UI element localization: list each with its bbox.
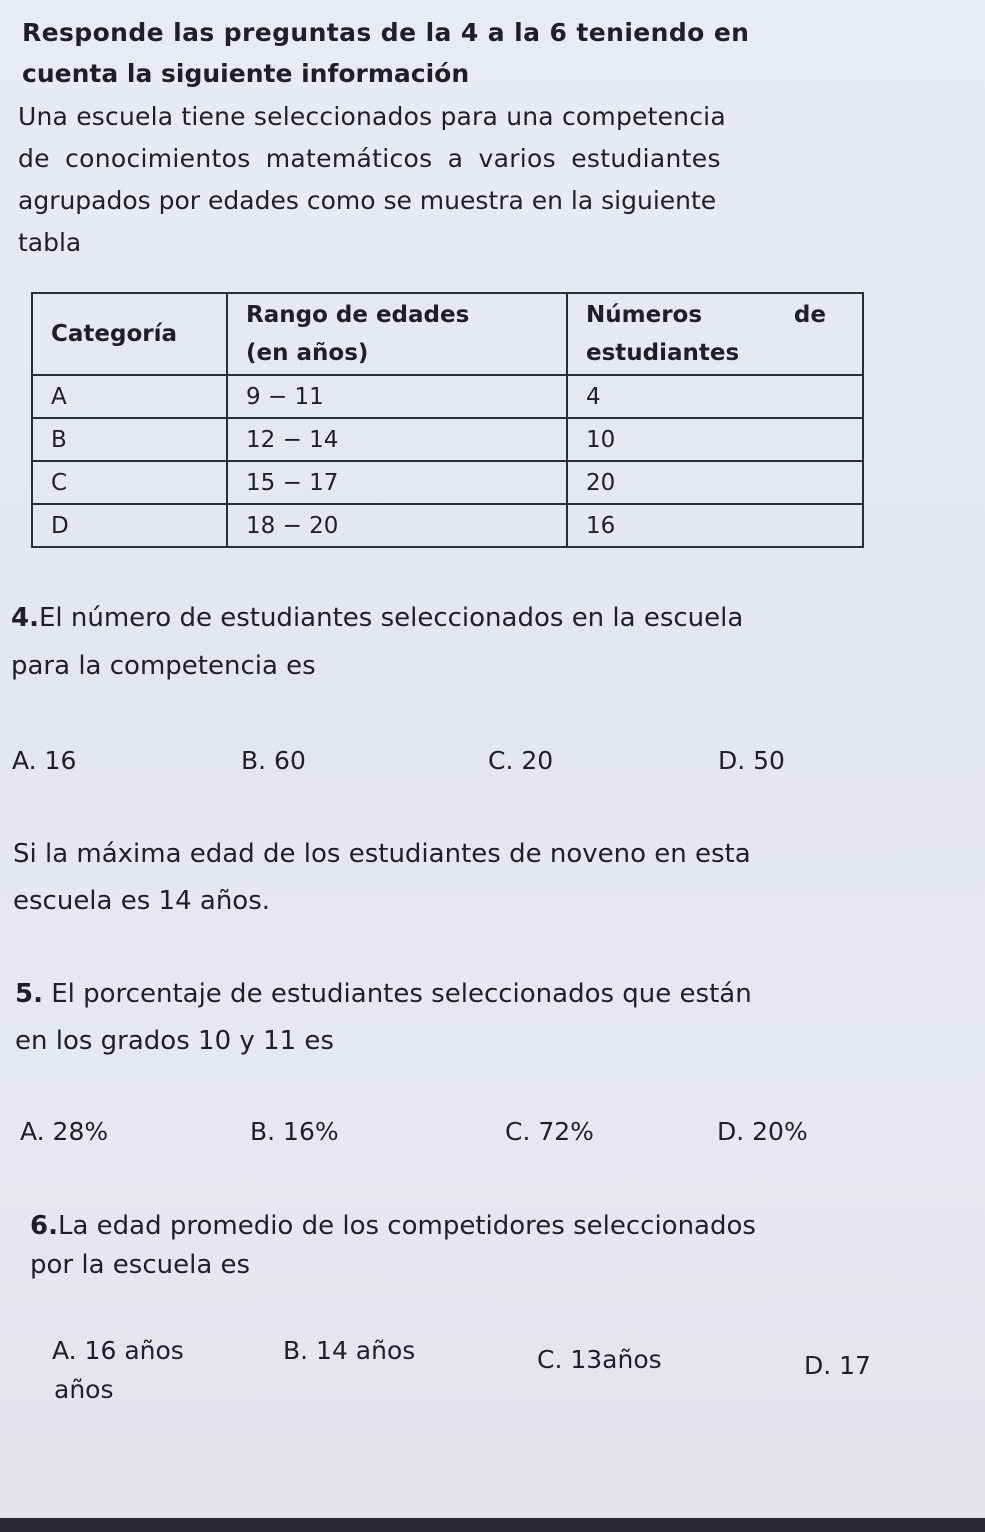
- table-row: [32, 375, 863, 418]
- q5-number: 5.: [15, 979, 43, 1009]
- header-numeros: [567, 293, 863, 375]
- q4-number: 4.: [11, 603, 39, 633]
- cell-rango: 9 − 11: [227, 375, 567, 418]
- q5-option-b[interactable]: B. 16%: [250, 1117, 339, 1146]
- note-line-2: escuela es 14 años.: [13, 886, 271, 916]
- q6-number: 6.: [30, 1211, 58, 1241]
- q4-option-c[interactable]: C. 20: [488, 746, 554, 775]
- intro-paragraph-line-1: Una escuela tiene seleccionados para una competencia: [18, 102, 726, 131]
- q6-option-c[interactable]: C. 13años: [537, 1345, 662, 1374]
- cell-rango: 12 − 14: [227, 418, 567, 461]
- q5-text-line-2: en los grados 10 y 11 es: [15, 1026, 334, 1056]
- cell-rango: 15 − 17: [227, 461, 567, 504]
- q4-text-line-2: para la competencia es: [11, 651, 316, 681]
- q6-line-1: [30, 1205, 756, 1247]
- intro-heading-line-2: cuenta la siguiente información: [22, 59, 470, 88]
- header-numeros-line-1: [586, 296, 862, 334]
- q4-option-b[interactable]: B. 60: [241, 746, 306, 775]
- header-numeros-word-2: de: [793, 302, 826, 328]
- q4-line-1: [11, 597, 743, 639]
- header-rango-line-2: (en años): [246, 340, 369, 366]
- q4-option-d[interactable]: D. 50: [718, 746, 785, 775]
- cell-categoria: D: [32, 504, 227, 547]
- cell-categoria: A: [32, 375, 227, 418]
- intro-heading-line-1: Responde las preguntas de la 4 a la 6 teniendo en: [22, 18, 750, 47]
- header-numeros-line-2: estudiantes: [586, 340, 740, 366]
- cell-categoria: B: [32, 418, 227, 461]
- table-row: [32, 504, 863, 547]
- q5-option-a[interactable]: A. 28%: [20, 1117, 109, 1146]
- q4-option-a[interactable]: A. 16: [12, 746, 77, 775]
- page-bottom-shadow: [0, 1518, 985, 1532]
- header-categoria: Categoría: [32, 293, 227, 375]
- cell-numero: 4: [567, 375, 863, 418]
- cell-numero: 20: [567, 461, 863, 504]
- q5-line-1: [15, 973, 752, 1015]
- q5-option-c[interactable]: C. 72%: [505, 1117, 594, 1146]
- q6-option-d[interactable]: D. 17: [804, 1351, 871, 1380]
- cell-numero: 10: [567, 418, 863, 461]
- q6-option-a[interactable]: A. 16 años: [52, 1336, 184, 1365]
- header-numeros-word-1: Números: [586, 302, 703, 328]
- q5-option-d[interactable]: D. 20%: [717, 1117, 808, 1146]
- q4-text-line-1: El número de estudiantes seleccionados en la escuela: [38, 603, 744, 633]
- q6-text-line-1: La edad promedio de los competidores seleccionados: [57, 1211, 756, 1241]
- header-rango: [227, 293, 567, 375]
- q6-option-d-wrap: años: [54, 1375, 114, 1404]
- intro-paragraph-line-2: de conocimientos matemáticos a varios estudiantes: [18, 144, 721, 173]
- table-row: [32, 418, 863, 461]
- cell-numero: 16: [567, 504, 863, 547]
- q5-text-line-1: El porcentaje de estudiantes seleccionados que están: [42, 979, 752, 1009]
- table-header-row: [32, 293, 863, 375]
- q6-text-line-2: por la escuela es: [30, 1250, 251, 1280]
- students-by-age-table: [31, 292, 864, 548]
- note-line-1: Si la máxima edad de los estudiantes de noveno en esta: [13, 839, 751, 869]
- header-rango-line-1: Rango de edades: [246, 302, 470, 328]
- intro-paragraph-line-3: agrupados por edades como se muestra en la siguiente: [18, 186, 717, 215]
- q6-option-b[interactable]: B. 14 años: [283, 1336, 416, 1365]
- cell-categoria: C: [32, 461, 227, 504]
- intro-paragraph-line-4: tabla: [18, 228, 82, 257]
- cell-rango: 18 − 20: [227, 504, 567, 547]
- table-row: [32, 461, 863, 504]
